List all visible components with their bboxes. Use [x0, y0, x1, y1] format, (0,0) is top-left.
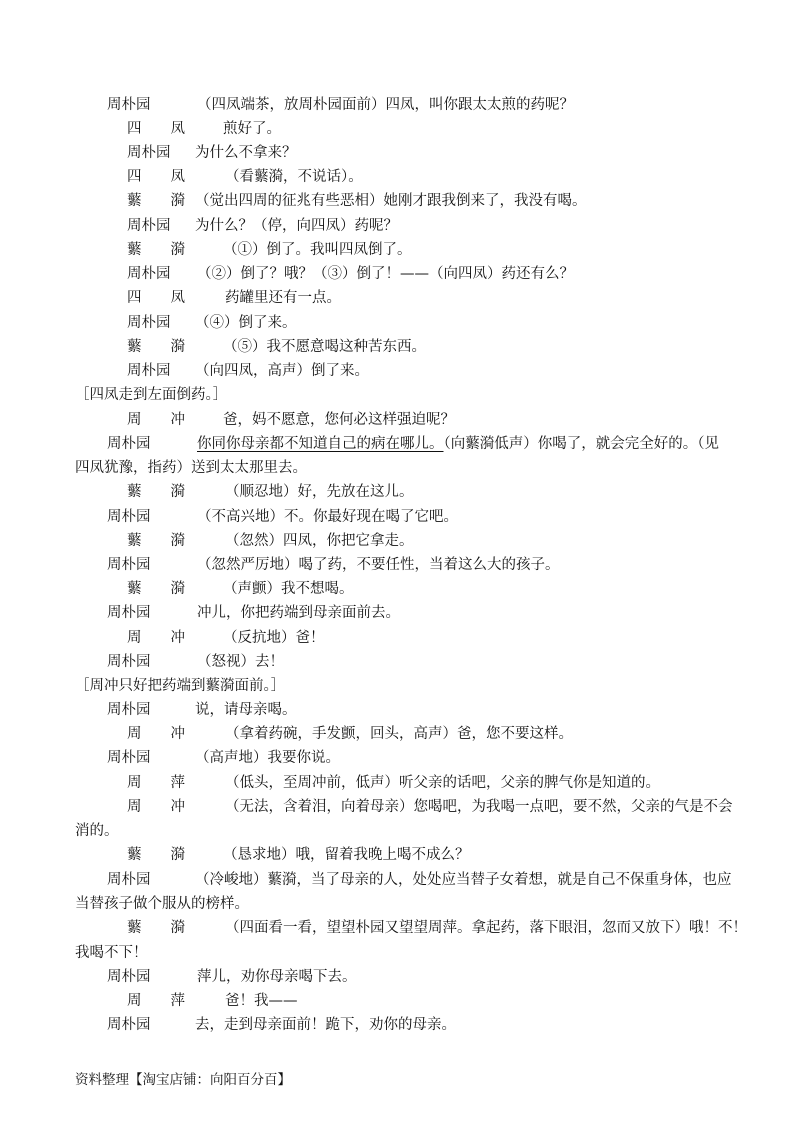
dialogue-text [195, 870, 732, 890]
dialogue-text [195, 216, 398, 236]
dialogue-text [195, 361, 369, 381]
dialogue-text-part: （低头，至周冲前，低声）听父亲的话吧，父亲的脾气你是知道的。 [225, 775, 660, 791]
dialogue-text-part: （四凤端茶，放周朴园面前）四凤，叫你跟太太煎的药呢？ [197, 97, 574, 113]
stage-direction: ［四凤走到左面倒药。］ [75, 387, 228, 403]
dialogue-text-part: （②）倒了？哦？（③）倒了！——（向四凤）药还有么？ [197, 266, 574, 282]
dialogue-text-part: （怒视）去！ [197, 654, 284, 670]
dialogue-text [197, 967, 357, 987]
dialogue-text-part: （向四凤，高声）倒了来。 [195, 363, 369, 379]
dialogue-text-part: （反抗地）爸！ [223, 630, 325, 646]
speaker-name: 周朴园 [107, 702, 151, 718]
dialogue-text-part: 冲儿，你把药端到母亲面前去。 [197, 605, 400, 621]
speaker-name: 周 冲 [127, 412, 185, 428]
dialogue-text [195, 191, 587, 211]
speaker-name: 周朴园 [127, 218, 171, 234]
dialogue-text [225, 531, 414, 551]
dialogue-text [197, 264, 574, 284]
dialogue-text-part: 爸！我—— [225, 993, 298, 1009]
dialogue-text-part: （声颤）我不想喝。 [223, 581, 354, 597]
dialogue-text [223, 628, 325, 648]
dialogue-text [195, 143, 297, 163]
dialogue-text-part: （拿着药碗，手发颤，回头，高声）爸，您不要这样。 [225, 726, 573, 742]
dialogue-text [197, 555, 560, 575]
dialogue-text [195, 700, 297, 720]
speaker-name: 周朴园 [107, 654, 151, 670]
speaker-name: 周朴园 [107, 509, 151, 525]
dialogue-text [225, 918, 747, 938]
dialogue-text-part: 爸，妈不愿意，您何必这样强迫呢？ [223, 412, 455, 428]
dialogue-text [195, 313, 297, 333]
speaker-name: 四 凤 [127, 290, 185, 306]
stage-direction: 消的。 [75, 823, 119, 839]
speaker-name: 周朴园 [127, 145, 171, 161]
dialogue-text-part: （冷峻地）蘩漪，当了母亲的人，处处应当替子女着想，就是自己不保重身体，也应 [195, 872, 732, 888]
footer-note: 资料整理【淘宝店铺：向阳百分百】 [75, 1072, 291, 1088]
dialogue-text-part: （④）倒了来。 [195, 315, 297, 331]
dialogue-text-part: 萍儿，劝你母亲喝下去。 [197, 969, 357, 985]
dialogue-text-part: （向蘩漪低声）你喝了，就会完全好的。（见 [443, 436, 719, 452]
speaker-name: 周朴园 [107, 750, 151, 766]
dialogue-text-part: （①）倒了。我叫四凤倒了。 [223, 242, 412, 258]
speaker-name: 周朴园 [107, 97, 151, 113]
speaker-name: 周 萍 [127, 775, 185, 791]
speaker-name: 周朴园 [107, 436, 151, 452]
dialogue-text [225, 288, 341, 308]
dialogue-text [223, 410, 455, 430]
dialogue-text-part: 为什么不拿来？ [195, 145, 297, 161]
speaker-name: 周朴园 [127, 363, 171, 379]
speaker-name: 周朴园 [127, 315, 171, 331]
dialogue-text [197, 603, 400, 623]
dialogue-text-part: 说，请母亲喝。 [195, 702, 297, 718]
dialogue-text [195, 748, 340, 768]
dialogue-text-part: （不高兴地）不。你最好现在喝了它吧。 [197, 509, 458, 525]
dialogue-text [223, 119, 281, 139]
dialogue-text-part: （觉出四周的征兆有些恶相）她刚才跟我倒来了，我没有喝。 [195, 193, 587, 209]
speaker-name: 周 萍 [127, 993, 185, 1009]
dialogue-text-part: （恳求地）哦，留着我晚上喝不成么？ [223, 847, 470, 863]
speaker-name: 周 冲 [127, 726, 185, 742]
dialogue-text-part: （⑤）我不愿意喝这种苦东西。 [223, 339, 426, 355]
speaker-name: 蘩 漪 [127, 581, 185, 597]
dialogue-text [197, 507, 458, 527]
dialogue-text [223, 579, 354, 599]
dialogue-text-part: （高声地）我要你说。 [195, 750, 340, 766]
dialogue-text [223, 337, 426, 357]
stage-direction: 四凤犹豫，指药）送到太太那里去。 [75, 460, 307, 476]
dialogue-text [195, 1015, 456, 1035]
dialogue-text [197, 434, 719, 454]
stage-direction: 当替孩子做个服从的榜样。 [75, 896, 249, 912]
dialogue-text [225, 773, 660, 793]
dialogue-text [223, 240, 412, 260]
speaker-name: 周 冲 [127, 630, 185, 646]
speaker-name: 周朴园 [107, 969, 151, 985]
speaker-name: 蘩 漪 [127, 193, 185, 209]
dialogue-text-part: 为什么？（停，向四凤）药呢？ [195, 218, 398, 234]
speaker-name: 周朴园 [107, 872, 151, 888]
dialogue-text [225, 797, 733, 817]
dialogue-text-part: 煎好了。 [223, 121, 281, 137]
speaker-name: 周朴园 [127, 266, 171, 282]
stage-direction: ［周冲只好把药端到蘩漪面前。］ [75, 678, 286, 694]
speaker-name: 周 冲 [127, 799, 185, 815]
underlined-sentence: 你同你母亲都不知道自己的病在哪儿。 [197, 436, 444, 452]
dialogue-text-part: （忽然）四凤，你把它拿走。 [225, 533, 414, 549]
speaker-name: 四 凤 [127, 121, 185, 137]
speaker-name: 周朴园 [107, 1017, 151, 1033]
speaker-name: 蘩 漪 [127, 920, 185, 936]
dialogue-text [197, 95, 574, 115]
speaker-name: 蘩 漪 [127, 242, 185, 258]
dialogue-text-part: （顺忍地）好，先放在这儿。 [225, 484, 414, 500]
speaker-name: 蘩 漪 [127, 847, 185, 863]
speaker-name: 蘩 漪 [127, 339, 185, 355]
dialogue-text-part: 去，走到母亲面前！跪下，劝你的母亲。 [195, 1017, 456, 1033]
dialogue-text [223, 845, 470, 865]
speaker-name: 蘩 漪 [127, 484, 185, 500]
speaker-name: 四 凤 [127, 169, 185, 185]
speaker-name: 周朴园 [107, 605, 151, 621]
speaker-name: 蘩 漪 [127, 533, 185, 549]
dialogue-text [225, 991, 298, 1011]
dialogue-text [225, 482, 414, 502]
dialogue-text-part: （忽然严厉地）喝了药，不要任性，当着这么大的孩子。 [197, 557, 560, 573]
dialogue-text-part: 药罐里还有一点。 [225, 290, 341, 306]
dialogue-text [197, 652, 284, 672]
dialogue-text [225, 724, 573, 744]
dialogue-text-part: （四面看一看，望望朴园又望望周萍。拿起药，落下眼泪，忽而又放下）哦！不！ [225, 920, 747, 936]
speaker-name: 周朴园 [107, 557, 151, 573]
dialogue-text-part: （看蘩漪，不说话）。 [225, 169, 363, 185]
dialogue-text [225, 167, 363, 187]
dialogue-text-part: （无法，含着泪，向着母亲）您喝吧，为我喝一点吧，要不然，父亲的气是不会 [225, 799, 733, 815]
stage-direction: 我喝不下！ [75, 945, 148, 961]
